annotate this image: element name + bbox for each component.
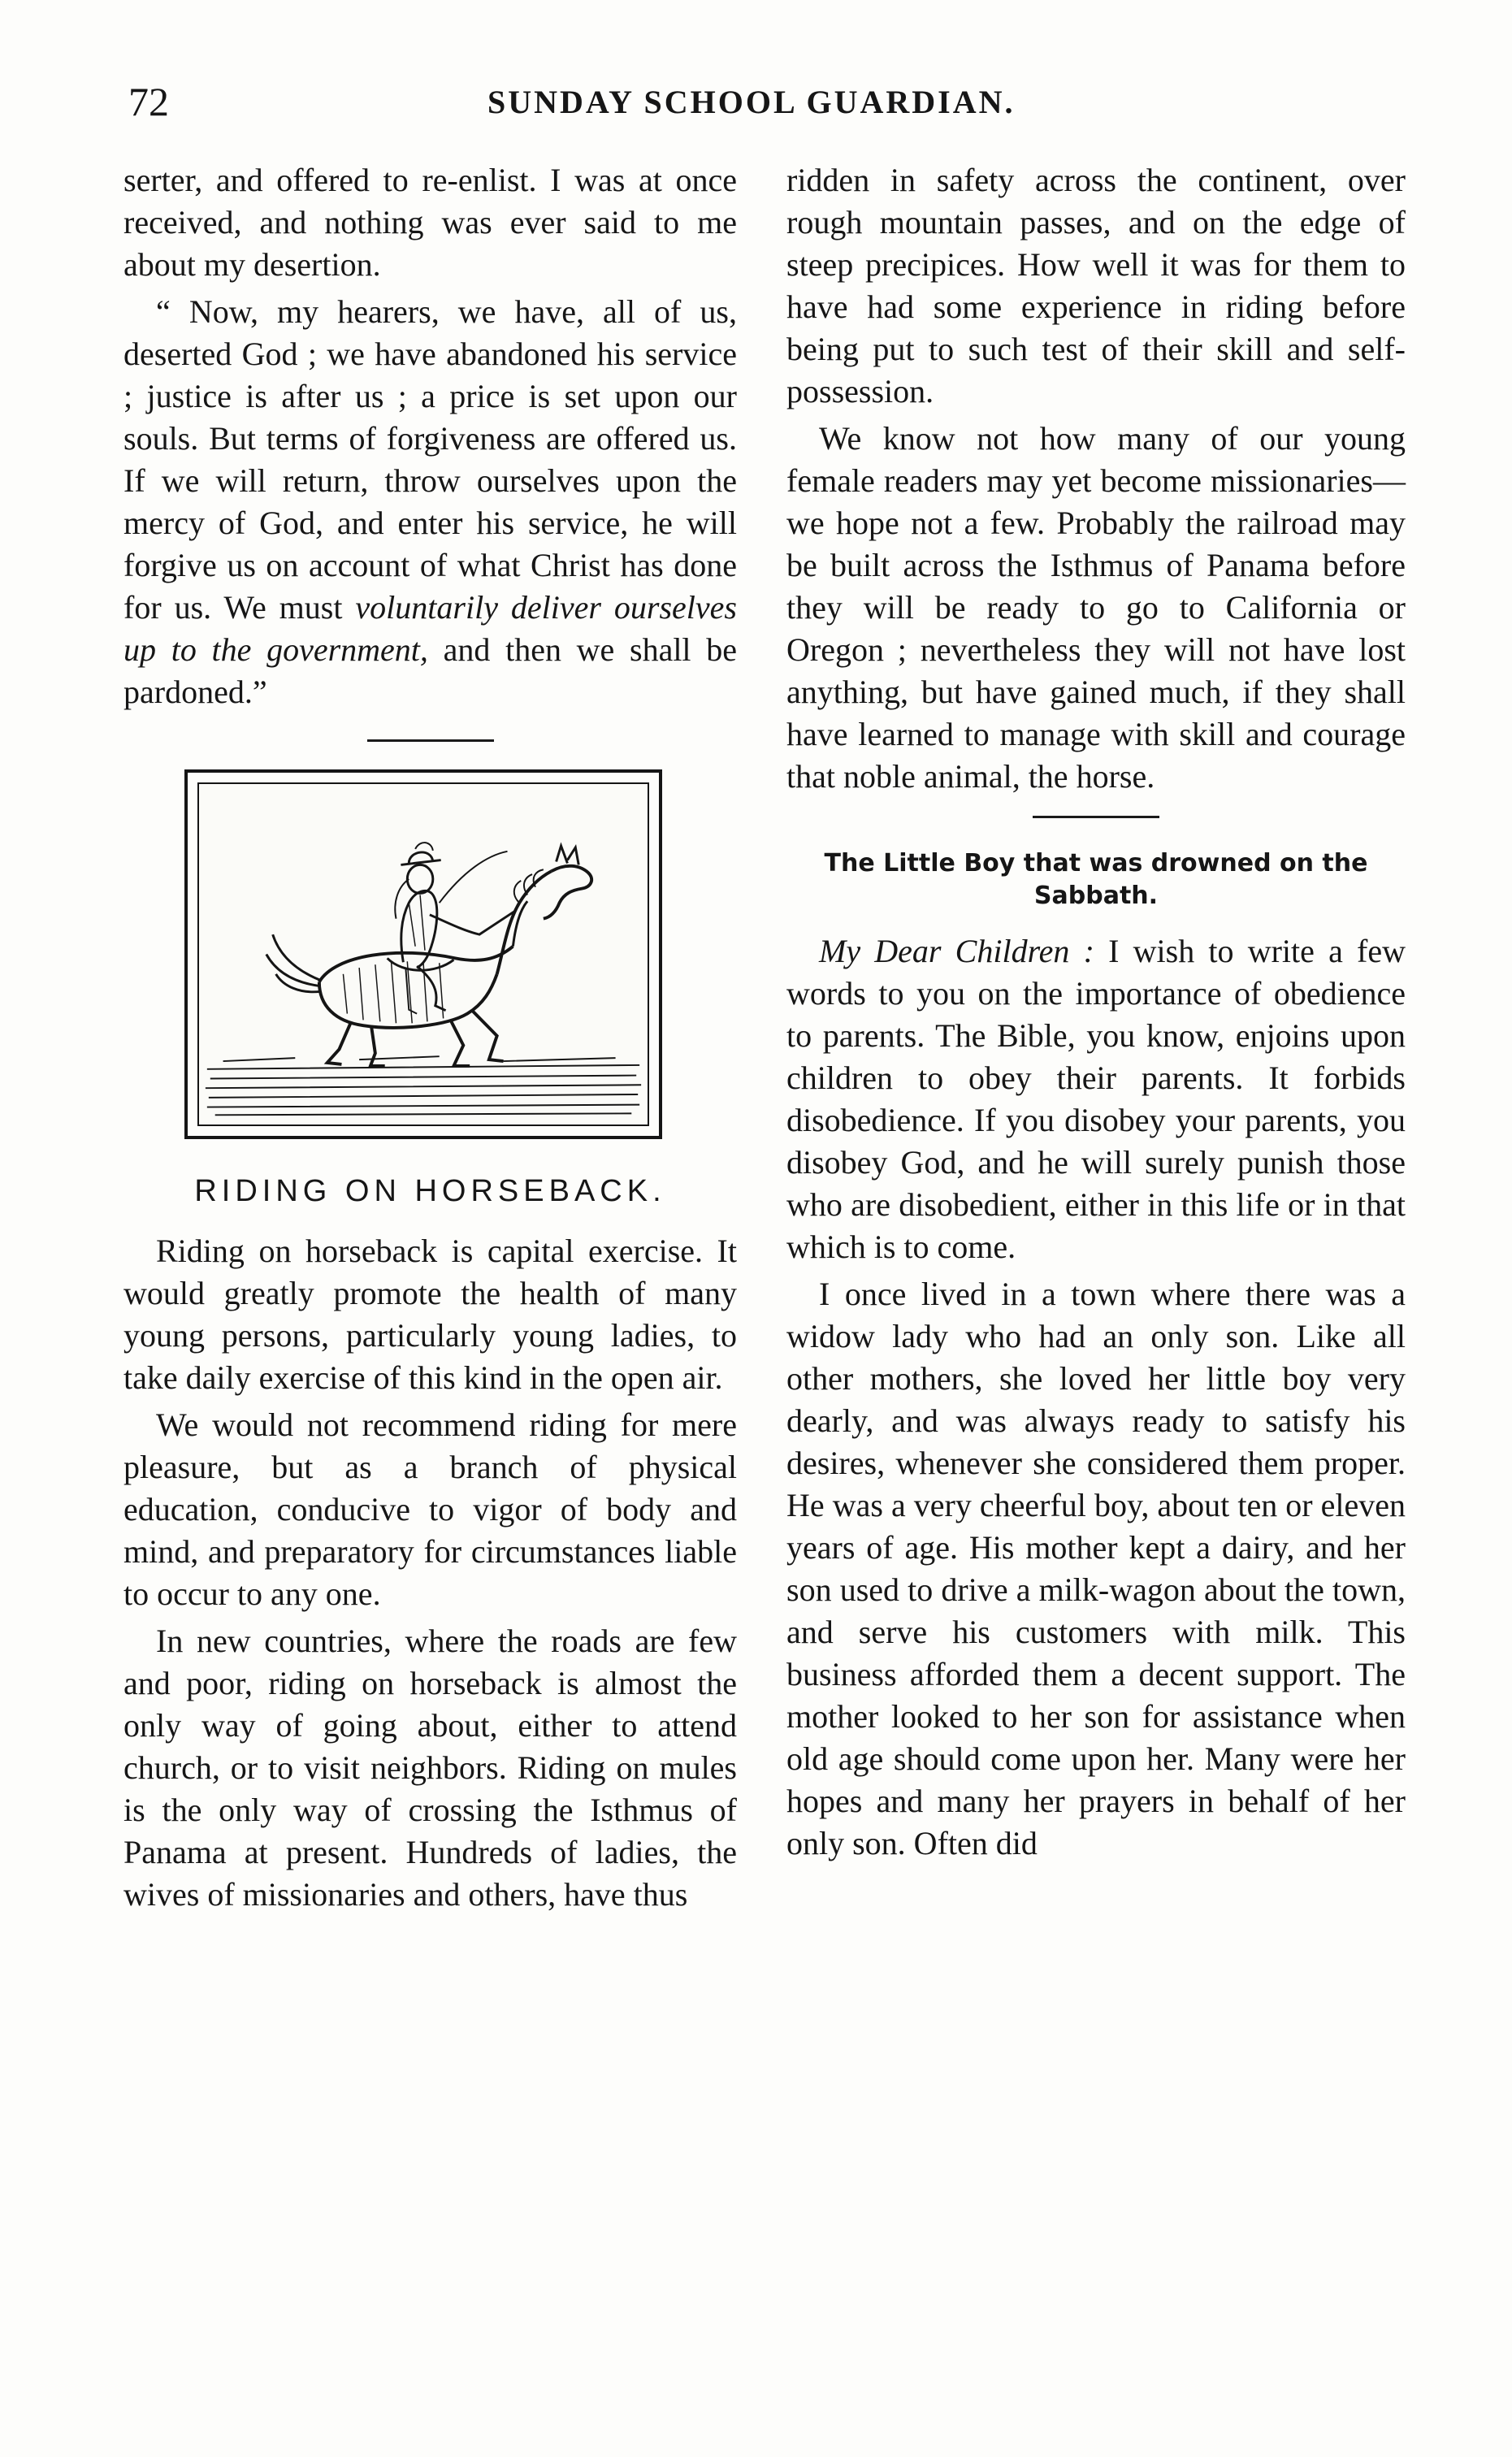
paragraph-education: We would not recommend riding for mere pleasure, but as a branch of physical education, conducive to vigor of body and mind, and preparatory for circumstances liable to occur to any one.: [123, 1406, 737, 1612]
article-heading: The Little Boy that was drowned on the Sabbath.: [824, 849, 1368, 910]
article-divider: [1033, 816, 1159, 818]
woodcut-illustration: [184, 769, 662, 1139]
sermon-text-start: “ Now, my hearers, we have, all of us, deserted God ; we have abandoned his service ; justice is after us ; a price is set upon our souls. But terms of forgiveness are offered us. If we will return, throw ourselves upon the mercy of God, and enter his service, he will forgive us on account of what Christ has done for us. We must: [123, 293, 737, 626]
paragraph-widow-story: I once lived in a town where there was a widow lady who had an only son. Like all other mothers, she loved her little boy very dearly, and was always ready to satisfy his desires, whenever she considered them proper. He was a very cheerful boy, about ten or eleven years of age. His mother kept a dairy, and her son used to drive a milk-wagon about the town, and serve his customers with milk. This business afforded them a decent support. The mother looked to her son for assistance when old age should come upon her. Many were her hopes and many her prayers in behalf of her only son. Often did: [786, 1276, 1406, 1861]
woodcut-horse-and-rider-icon: [199, 784, 648, 1124]
page-header: [0, 78, 1512, 127]
page-number: 72: [128, 79, 169, 124]
section-divider: [367, 739, 494, 742]
paragraph-sermon: [123, 291, 737, 713]
sermon-text-end: and then we shall be pardoned.”: [123, 631, 737, 710]
left-column: [123, 159, 737, 1921]
right-column: [786, 159, 1406, 1870]
paragraph-continued: serter, and offered to re-enlist. I was at once received, and nothing was ever said to me about my desertion.: [123, 162, 737, 283]
section-heading: RIDING ON HORSEBACK.: [194, 1174, 666, 1208]
paragraph-obedience: [786, 930, 1406, 1268]
salutation: My Dear Children :: [819, 933, 1094, 969]
paragraph-missionaries: We know not how many of our young female readers may yet become missionaries—we hope not a few. Probably the railroad may be built across the Isthmus of Panama before they will be ready to go to California or Oregon ; nevertheless they will not have lost anything, but have gained much, if they shall have learned to manage with skill and courage that noble animal, the horse.: [786, 420, 1406, 795]
sermon-emphasis: voluntarily deliver ourselves up to the government,: [123, 589, 737, 668]
running-title: SUNDAY SCHOOL GUARDIAN.: [487, 84, 1016, 120]
paragraph-exercise: Riding on horseback is capital exercise. It would greatly promote the health of many young persons, particularly young ladies, to take daily exercise of this kind in the open air.: [123, 1233, 737, 1396]
obedience-text: I wish to write a few words to you on the importance of obedience to parents. The Bible, you know, enjoins upon children to obey their parents. It forbids disobedience. If you disobey your parents, you disobey God, and he will surely punish those who are disobedient, either in this life or in that which is to come.: [786, 933, 1406, 1265]
paragraph-new-countries: In new countries, where the roads are few and poor, riding on horseback is almost the only way of going about, either to attend church, or to visit neighbors. Riding on mules is the only way of crossing the Isthmus of Panama at present. Hundreds of ladies, the wives of missionaries and others, have thus: [123, 1623, 737, 1913]
paragraph-continued-right: ridden in safety across the continent, over rough mountain passes, and on the edge of steep precipices. How well it was for them to have had some experience in riding before being put to such test of their skill and self-possession.: [786, 162, 1406, 410]
